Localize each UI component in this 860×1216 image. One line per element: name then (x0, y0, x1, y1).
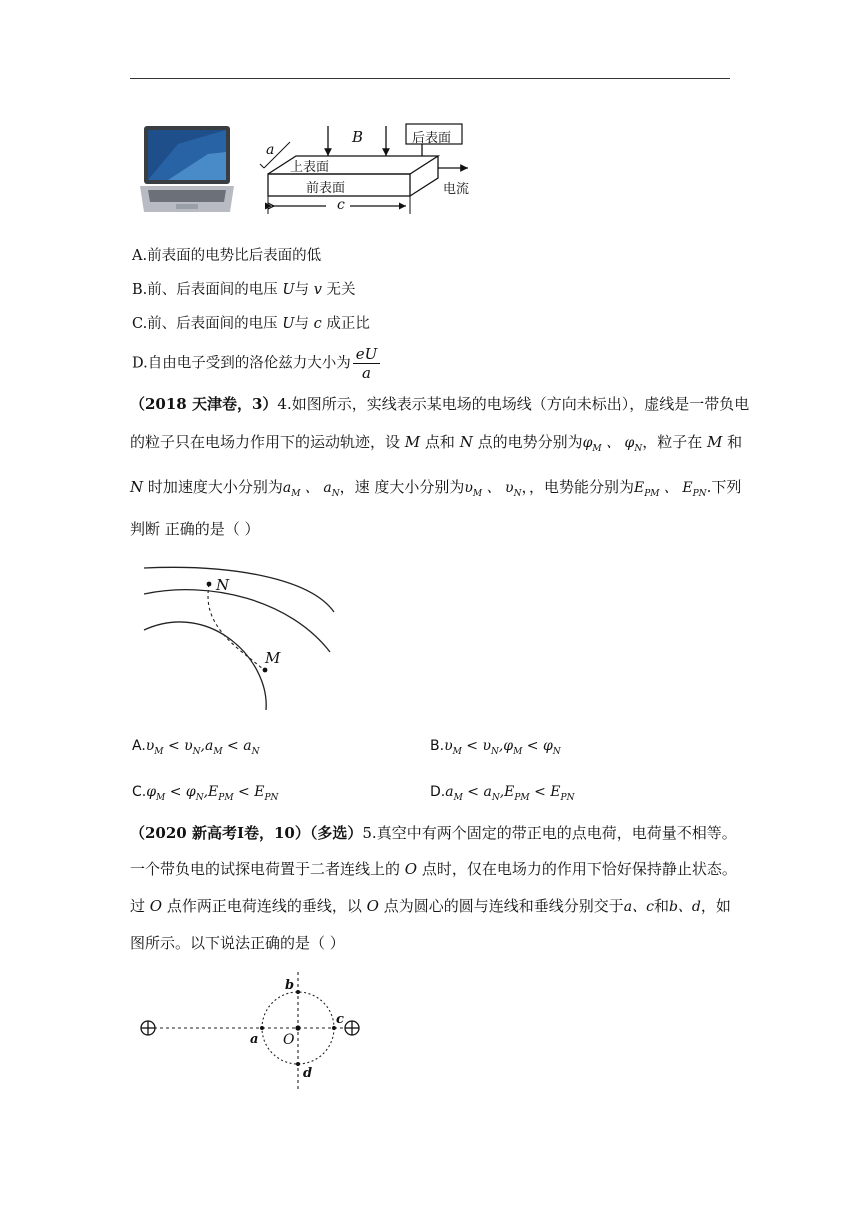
q3-option-c: C.前、后表面间的电压 U与 c 成正比 (132, 316, 370, 332)
q3-option-b: B.前、后表面间的电压 U与 v 无关 (132, 282, 356, 298)
label-front-surface: 前表面 (306, 181, 346, 196)
q4-option-a: $A.\upsilon_M < \upsilon_N,a_M < a_N$ (132, 738, 260, 757)
fig-label-b: b (285, 978, 295, 993)
hall-effect-diagram (250, 118, 490, 218)
q4-option-d: $D.a_M < a_N,E_{PM} < E_{PN}$ (430, 784, 575, 803)
fig-label-N: N (216, 576, 230, 594)
q5-line2: 一个带负电的试探电荷置于二者连线上的 O 点时，仅在电场力的作用下恰好保持静止状态。 (130, 860, 737, 878)
q4-line3: N 时加速度大小分别为$a_M$ 、 $a_N$，速 度大小分别为$\upsilon_M$ 、 $\upsilon_N$，，电势能分别为$E_{PM}$ 、 $E_{PN}$.下列 (130, 478, 742, 499)
label-current: 电流 (443, 182, 470, 197)
q4-option-c: $C.\varphi_M < \varphi_N,E_{PM} < E_{PN}$ (132, 784, 279, 803)
charges-circle-figure (136, 968, 366, 1092)
q4-line2: 的粒子只在电场力作用下的运动轨迹，设 M 点和 N 点的电势分别为$\varphi_M$ 、 $\varphi_N$，粒子在 M 和 (130, 433, 743, 454)
fraction-eU-over-a: $\frac{eU}{a}$ (353, 345, 381, 382)
laptop-image (138, 124, 236, 216)
fig-label-d: d (303, 1066, 313, 1081)
label-back-surface: 后表面 (412, 131, 452, 146)
q5-line3: 过 O 点作两正电荷连线的垂线，以 O 点为圆心的圆与连线和垂线分别交于a、c和b、d，如 (130, 897, 731, 915)
q4-option-b: $B.\upsilon_M < \upsilon_N,\varphi_M < \varphi_N$ (430, 738, 561, 757)
label-top-surface: 上表面 (290, 160, 330, 175)
q5-line1: （2020 新高考Ⅰ卷，10）（多选）5.真空中有两个固定的带正电的点电荷，电荷量不相等。 (130, 824, 737, 842)
label-c: c (337, 197, 345, 213)
fig-label-O: O (283, 1032, 295, 1048)
q5-line4: 图所示。以下说法正确的是（ ） (130, 934, 345, 952)
fig-label-a: a (250, 1032, 259, 1047)
label-B: B (352, 128, 364, 146)
fig-label-M: M (265, 649, 281, 667)
label-a: a (266, 142, 275, 158)
q3-option-a: A.前表面的电势比后表面的低 (132, 248, 322, 264)
q4-line1: （2018 天津卷，3）4.如图所示，实线表示某电场的电场线（方向未标出），虚线是一带负电 (130, 395, 750, 413)
q4-line4: 判断 正确的是（ ） (130, 520, 260, 538)
fig-label-c: c (336, 1012, 344, 1027)
q3-option-d: D.自由电子受到的洛伦兹力大小为 $\frac{eU}{a}$ (132, 345, 380, 382)
header-rule (130, 78, 730, 79)
field-lines-figure (140, 560, 340, 716)
